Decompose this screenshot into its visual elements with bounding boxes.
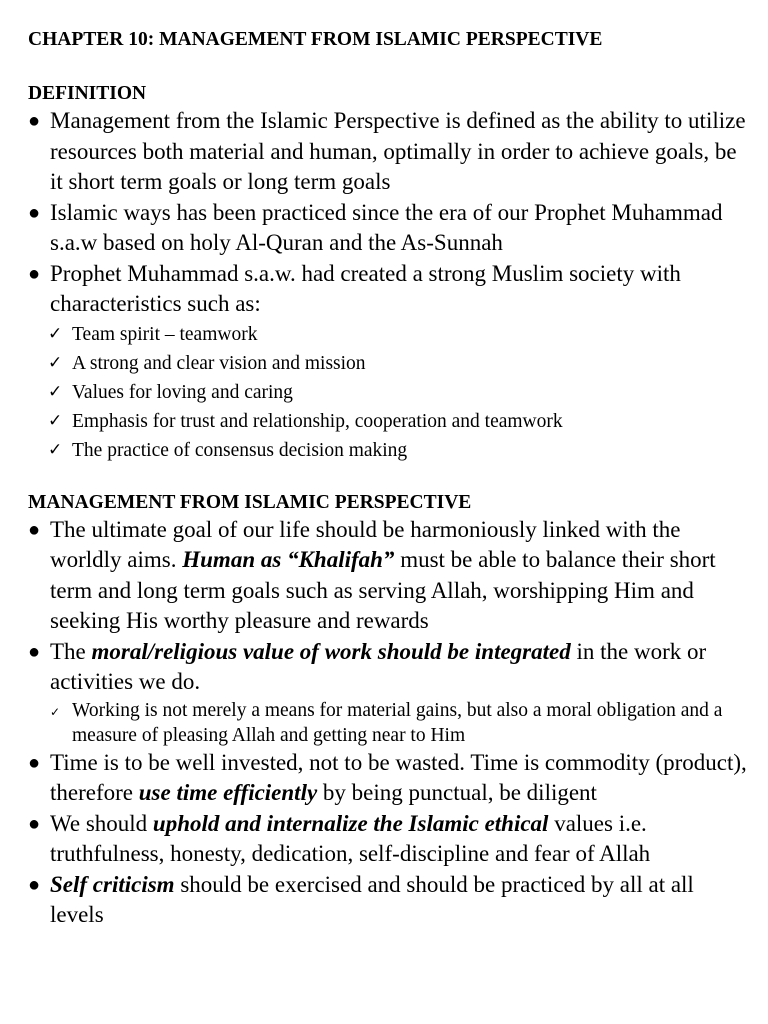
management-list-continued: [28, 748, 748, 931]
emphasis-text: uphold and internalize the Islamic ethical: [152, 810, 549, 836]
check-icon: ✓: [50, 704, 61, 719]
bullet-icon: ●: [28, 262, 41, 285]
emphasis-text: Human as “Khalifah”: [182, 547, 395, 572]
list-item: ● Prophet Muhammad s.a.w. had created a strong Muslim society with characteristics such as:: [28, 260, 681, 316]
chapter-title: CHAPTER 10: MANAGEMENT FROM ISLAMIC PERSPECTIVE: [28, 29, 603, 50]
bullet-icon: ●: [28, 812, 41, 835]
list-item: ✓ Emphasis for trust and relationship, cooperation and teamwork: [48, 407, 748, 436]
list-item: ● Self criticism should be exercised and should be practiced by all at all levels: [28, 871, 694, 927]
check-icon: ✓: [48, 381, 63, 402]
list-item: ● Management from the Islamic Perspective is defined as the ability to utilize resources both material and human, optimally in order to achieve goals, be it short term goals or long term goals: [28, 108, 746, 194]
bullet-icon: ●: [28, 640, 41, 663]
bullet-icon: ●: [28, 518, 41, 541]
list-item: ✓ Working is not merely a means for material gains, but also a moral obligation and a measure of pleasing Allah and getting near to Him: [50, 699, 723, 746]
bullet-icon: ●: [28, 873, 41, 896]
emphasis-text: Self criticism: [50, 871, 175, 897]
management-heading: MANAGEMENT FROM ISLAMIC PERSPECTIVE: [28, 491, 472, 513]
list-item: ✓ A strong and clear vision and mission: [48, 349, 748, 378]
check-icon: ✓: [48, 410, 63, 431]
bullet-icon: ●: [28, 751, 41, 774]
characteristics-list: [48, 320, 748, 465]
emphasis-text: use time efficiently: [138, 780, 318, 805]
list-item: ● Islamic ways has been practiced since the era of our Prophet Muhammad s.a.w based on holy Al-Quran and the As-Sunnah: [28, 199, 723, 255]
list-item: ✓ The practice of consensus decision making: [48, 436, 748, 465]
list-item: ✓ Values for loving and caring: [48, 378, 748, 407]
list-item: ● We should uphold and internalize the Islamic ethical values i.e. truthfulness, honesty, dedication, self-discipline and fear of Allah: [28, 810, 651, 866]
check-icon: ✓: [48, 352, 63, 373]
check-icon: ✓: [48, 323, 63, 344]
list-item: ● The ultimate goal of our life should be harmoniously linked with the worldly aims. Human as “Khalifah” must be able to balance their short term and long term goals such as serving Allah, worshipping Him and seeking His worthy pleasure and rewards: [28, 516, 716, 633]
definition-list: [28, 106, 748, 320]
list-item: ● Time is to be well invested, not to be wasted. Time is commodity (product), therefore use time efficiently by being punctual, be diligent: [28, 749, 747, 805]
list-item: ✓ Team spirit – teamwork: [48, 320, 748, 349]
bullet-icon: ●: [28, 201, 41, 224]
definition-heading: DEFINITION: [28, 83, 147, 104]
work-value-sublist: [48, 698, 748, 748]
check-icon: ✓: [48, 439, 63, 460]
management-list: [28, 515, 748, 698]
emphasis-text: moral/religious value of work should be integrated: [91, 638, 571, 664]
bullet-icon: ●: [28, 110, 41, 132]
list-item: ● The moral/religious value of work should be integrated in the work or activities we do.: [28, 638, 707, 694]
